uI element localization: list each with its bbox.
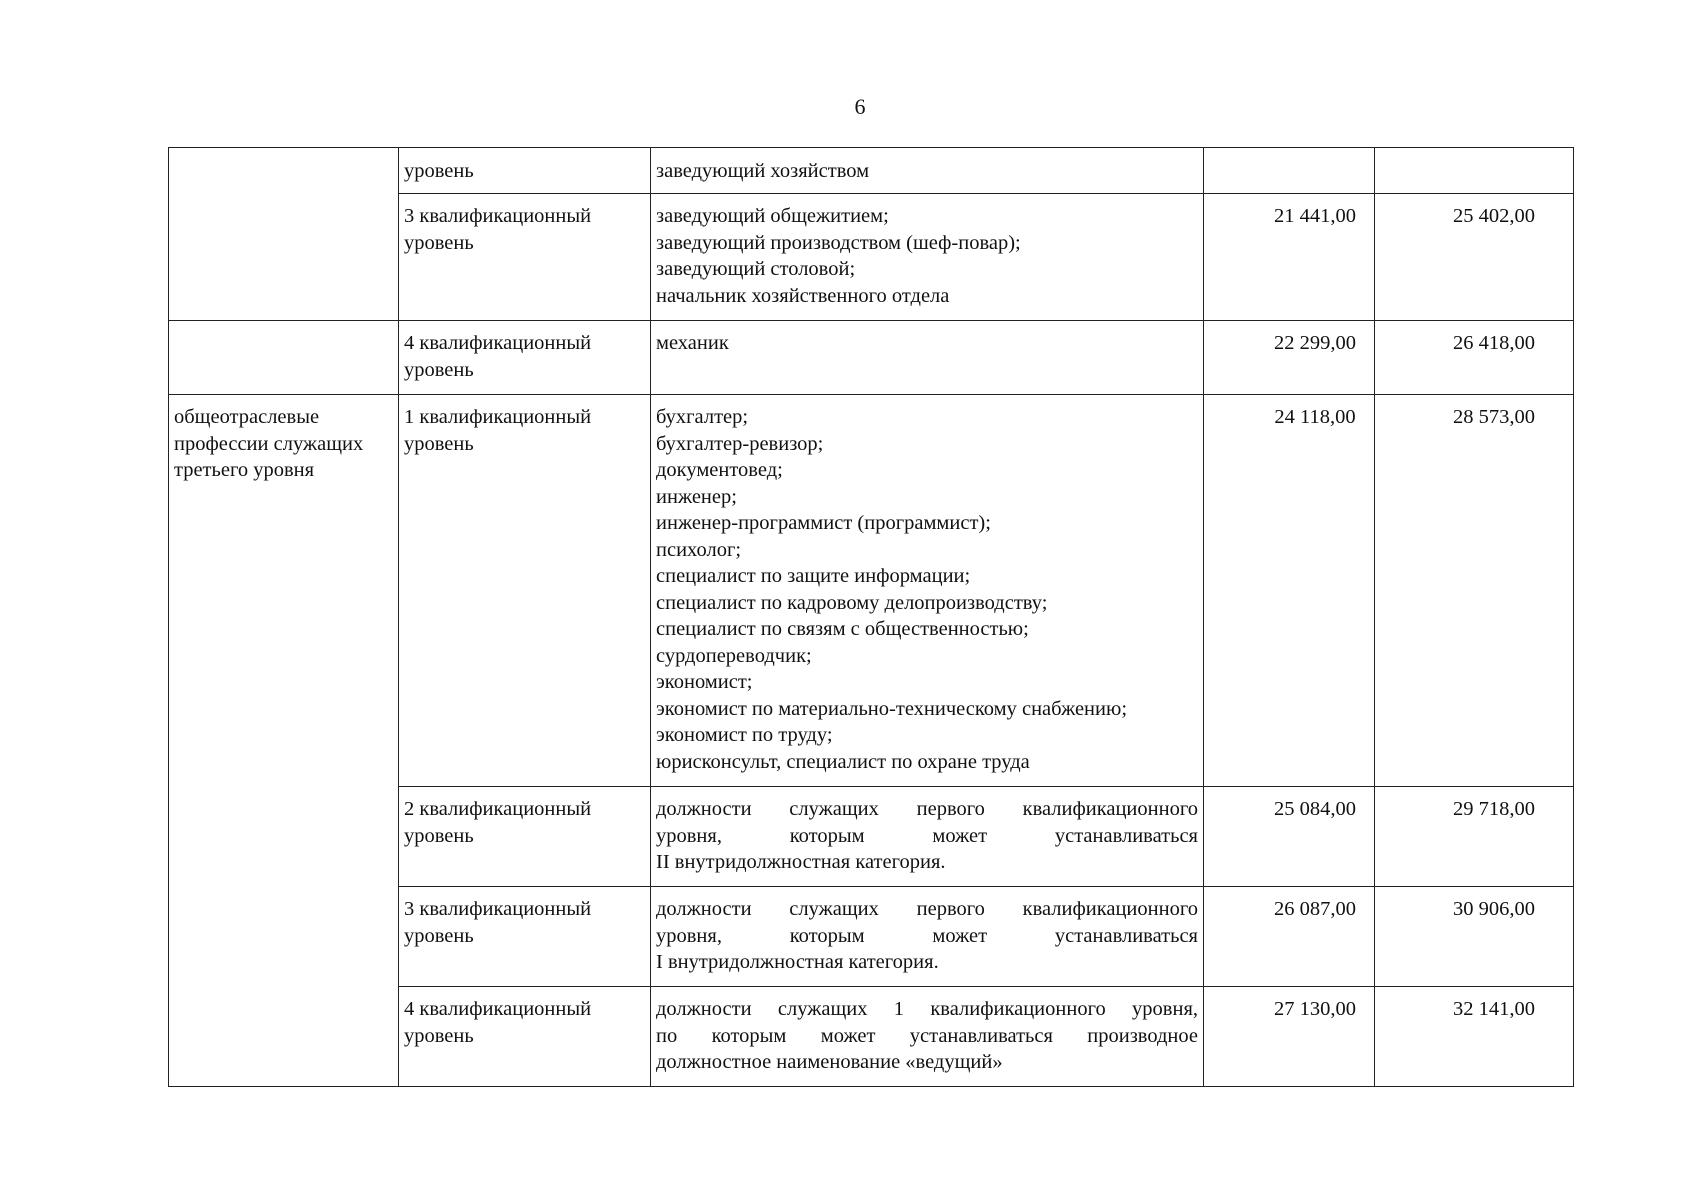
- value1-cell: [1204, 148, 1375, 194]
- value2-cell: [1375, 987, 1574, 1087]
- position-text: заведующий общежитием;: [656, 205, 889, 227]
- value1-cell: [1204, 787, 1375, 887]
- level-text: 2 квалификационный: [404, 798, 592, 820]
- position-text: заведующий хозяйством: [656, 160, 870, 182]
- level-text: 3 квалификационный: [404, 205, 592, 227]
- position-text: психолог;: [656, 538, 742, 561]
- position-text: уровня, которым может устанавливаться: [656, 924, 1198, 947]
- position-text: специалист по связям с общественностью;: [656, 618, 1029, 640]
- value2-cell: [1375, 787, 1574, 887]
- group-cell: [169, 148, 399, 321]
- level-cell: [399, 395, 651, 787]
- level-cell: [399, 148, 651, 194]
- position-text: инженер-программист (программист);: [656, 512, 991, 534]
- positions-cell: [651, 987, 1204, 1087]
- value1: 21 441,00: [1274, 205, 1356, 227]
- value2: 30 906,00: [1453, 898, 1535, 920]
- group-text: общеотраслевые: [174, 406, 320, 428]
- level-text: 3 квалификационный: [404, 898, 592, 920]
- position-text: механик: [656, 332, 729, 354]
- level-text: уровень: [404, 160, 474, 182]
- value1-cell: [1204, 194, 1375, 321]
- positions-cell: [651, 321, 1204, 395]
- group-text: профессии служащих: [174, 432, 364, 455]
- value1: 24 118,00: [1274, 406, 1356, 428]
- group-cell: [169, 395, 399, 1087]
- value1: 22 299,00: [1274, 332, 1356, 354]
- positions-cell: [651, 887, 1204, 987]
- position-text: экономист;: [656, 671, 753, 693]
- group-cell: [169, 321, 399, 395]
- position-text: должности служащих первого квалификационного: [656, 798, 1198, 820]
- position-text: бухгалтер-ревизор;: [656, 432, 824, 455]
- level-text: уровень: [404, 432, 474, 455]
- level-text: уровень: [404, 1024, 474, 1047]
- level-cell: [399, 987, 651, 1087]
- group-text: третьего уровня: [174, 459, 315, 481]
- position-text: заведующий столовой;: [656, 258, 856, 280]
- position-text: сурдопереводчик;: [656, 644, 812, 667]
- value2-cell: [1375, 148, 1574, 194]
- position-text: заведующий производством (шеф-повар);: [656, 231, 1021, 254]
- value2: 32 141,00: [1453, 998, 1535, 1020]
- position-text: юрисконсульт, специалист по охране труда: [656, 750, 1030, 773]
- position-text: бухгалтер;: [656, 406, 749, 428]
- value1: 25 084,00: [1274, 798, 1356, 820]
- level-text: уровень: [404, 824, 474, 847]
- position-text: экономист по материально-техническому снабжению;: [656, 697, 1128, 720]
- level-text: уровень: [404, 924, 474, 947]
- level-text: уровень: [404, 231, 474, 254]
- position-text: документовед;: [656, 459, 783, 481]
- value2: 28 573,00: [1453, 406, 1535, 428]
- positions-cell: [651, 148, 1204, 194]
- value1-cell: [1204, 887, 1375, 987]
- position-text: II внутридолжностная категория.: [656, 851, 946, 873]
- page-number: 6: [854, 94, 866, 119]
- level-text: 4 квалификационный: [404, 998, 592, 1020]
- level-text: уровень: [404, 358, 474, 381]
- position-text: I внутридолжностная категория.: [656, 951, 939, 973]
- table-row: [169, 148, 1574, 194]
- position-text: специалист по защите информации;: [656, 565, 971, 587]
- value2-cell: [1375, 194, 1574, 321]
- position-text: экономист по труду;: [656, 724, 833, 746]
- table-row: [169, 321, 1574, 395]
- position-text: должностное наименование «ведущий»: [656, 1051, 1003, 1073]
- value1: 26 087,00: [1274, 898, 1356, 920]
- level-cell: [399, 194, 651, 321]
- position-text: должности служащих первого квалификационного: [656, 898, 1198, 920]
- table-row: [169, 395, 1574, 787]
- level-cell: [399, 321, 651, 395]
- value1-cell: [1204, 987, 1375, 1087]
- level-cell: [399, 887, 651, 987]
- position-text: должности служащих 1 квалификационного уровня,: [656, 998, 1198, 1020]
- value1-cell: [1204, 395, 1375, 787]
- value2: 25 402,00: [1453, 205, 1535, 227]
- value2-cell: [1375, 395, 1574, 787]
- position-text: уровня, которым может устанавливаться: [656, 824, 1198, 847]
- level-text: 4 квалификационный: [404, 332, 592, 354]
- positions-cell: [651, 787, 1204, 887]
- value2: 29 718,00: [1453, 798, 1535, 820]
- positions-cell: [651, 194, 1204, 321]
- position-text: инженер;: [656, 485, 737, 508]
- position-text: специалист по кадровому делопроизводству;: [656, 591, 1048, 614]
- value2-cell: [1375, 321, 1574, 395]
- value1-cell: [1204, 321, 1375, 395]
- value1: 27 130,00: [1274, 998, 1356, 1020]
- value2-cell: [1375, 887, 1574, 987]
- positions-cell: [651, 395, 1204, 787]
- salary-table: [168, 147, 1574, 1087]
- position-text: по которым может устанавливаться производное: [656, 1024, 1198, 1047]
- value2: 26 418,00: [1453, 332, 1535, 354]
- position-text: начальник хозяйственного отдела: [656, 284, 950, 307]
- level-cell: [399, 787, 651, 887]
- level-text: 1 квалификационный: [404, 406, 592, 428]
